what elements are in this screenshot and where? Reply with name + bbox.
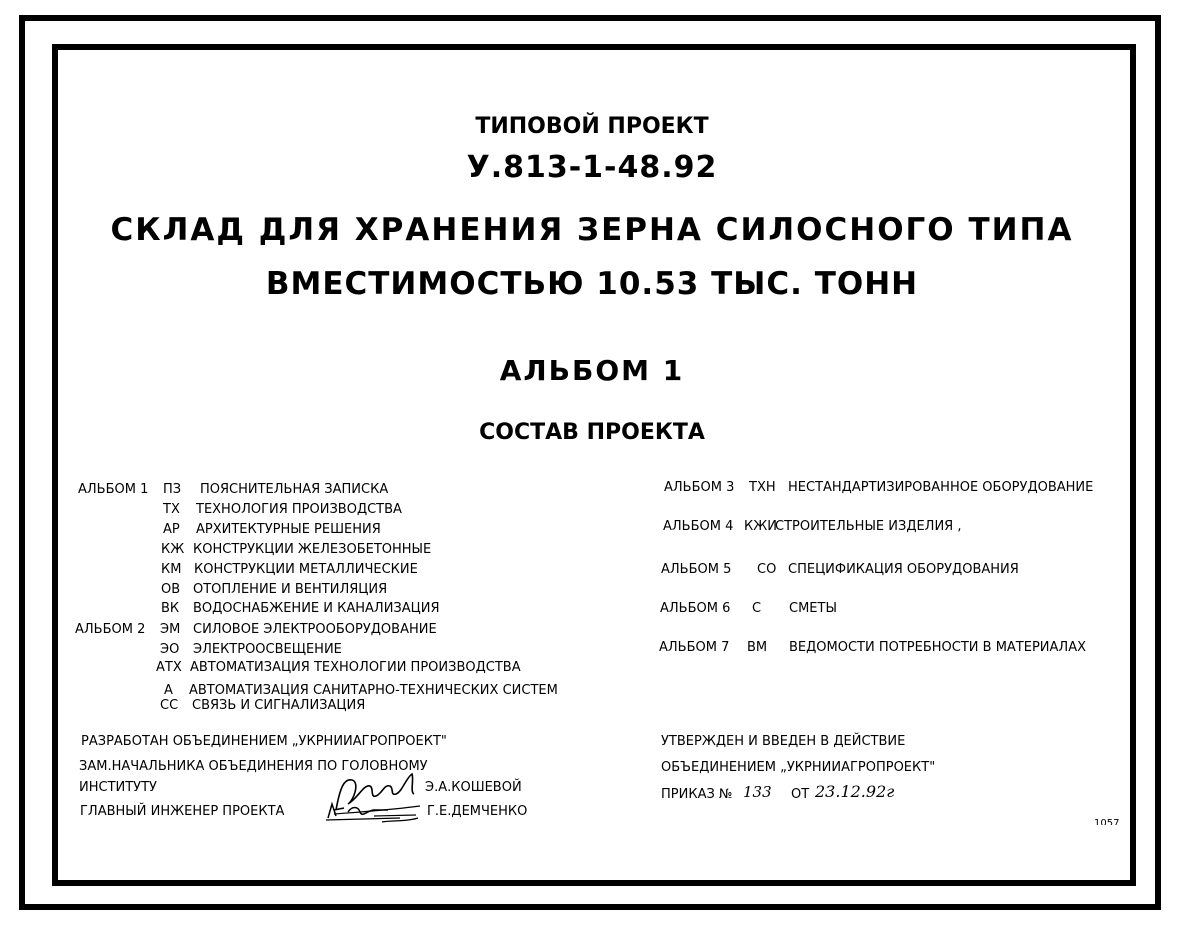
left-name: ЭЛЕКТРООСВЕЩЕНИЕ [193,642,342,657]
left-code: ТХ [163,502,180,517]
right-album-label: АЛЬБОМ 3 [664,480,735,495]
right-name: ВЕДОМОСТИ ПОТРЕБНОСТИ В МАТЕРИАЛАХ [789,640,1086,655]
album-heading: АЛЬБОМ 1 [499,354,685,387]
right-code: С [752,601,762,616]
left-code: ЭО [160,642,180,657]
left-album-label: АЛЬБОМ 1 [78,482,149,497]
sheet-number: 1057 [1094,818,1120,825]
left-code: КЖ [161,542,185,557]
order-from: ОТ [791,787,810,802]
chief-engineer-signature [322,796,422,826]
left-name: КОНСТРУКЦИИ МЕТАЛЛИЧЕСКИЕ [194,562,418,577]
left-name: ВОДОСНАБЖЕНИЕ И КАНАЛИЗАЦИЯ [193,601,440,616]
left-name: СВЯЗЬ И СИГНАЛИЗАЦИЯ [192,698,366,713]
right-code: ВМ [747,640,768,655]
project-code: У.813-1-48.92 [466,150,718,185]
left-name: АРХИТЕКТУРНЫЕ РЕШЕНИЯ [196,522,381,537]
order-date: 23.12.92г [815,782,895,801]
right-name: СТРОИТЕЛЬНЫЕ ИЗДЕЛИЯ , [775,519,962,534]
left-name: КОНСТРУКЦИИ ЖЕЛЕЗОБЕТОННЫЕ [193,542,432,557]
project-title-line-2: ВМЕСТИМОСТЬЮ 10.53 ТЫС. ТОНН [265,266,919,302]
left-code: ВК [161,601,180,616]
deputy-title-line-2: ИНСТИТУТУ [79,780,157,795]
chief-engineer-name: Г.Е.ДЕМЧЕНКО [427,804,528,819]
order-number: 133 [743,783,772,801]
left-name: ТЕХНОЛОГИЯ ПРОИЗВОДСТВА [196,502,402,517]
left-code: АТХ [156,660,182,675]
left-code: СС [160,698,179,713]
order-label: ПРИКАЗ № [661,787,733,802]
developed-by: РАЗРАБОТАН ОБЪЕДИНЕНИЕМ „УКРНИИАГРОПРОЕКТ" [81,734,447,749]
left-code: А [164,683,173,698]
approved-line-2: ОБЪЕДИНЕНИЕМ „УКРНИИАГРОПРОЕКТ" [661,760,936,775]
right-code: КЖИ [744,519,777,534]
left-name: АВТОМАТИЗАЦИЯ ТЕХНОЛОГИИ ПРОИЗВОДСТВА [190,660,521,675]
right-album-label: АЛЬБОМ 6 [660,601,731,616]
right-name: НЕСТАНДАРТИЗИРОВАННОЕ ОБОРУДОВАНИЕ [788,480,1094,495]
right-code: ТХН [749,480,776,495]
left-album-label: АЛЬБОМ 2 [75,622,146,637]
right-album-label: АЛЬБОМ 4 [663,519,734,534]
project-title-line-1: СКЛАД ДЛЯ ХРАНЕНИЯ ЗЕРНА СИЛОСНОГО ТИПА [110,212,1074,248]
right-code: СО [757,562,777,577]
right-album-label: АЛЬБОМ 5 [661,562,732,577]
composition-heading: СОСТАВ ПРОЕКТА [479,420,705,445]
right-name: СПЕЦИФИКАЦИЯ ОБОРУДОВАНИЯ [788,562,1019,577]
doc-type-heading: ТИПОВОЙ ПРОЕКТ [475,114,709,139]
deputy-title-line-1: ЗАМ.НАЧАЛЬНИКА ОБЪЕДИНЕНИЯ ПО ГОЛОВНОМУ [79,759,428,774]
left-code: АР [163,522,180,537]
left-code: ЭМ [160,622,181,637]
right-name: СМЕТЫ [789,601,837,616]
chief-engineer-title: ГЛАВНЫЙ ИНЖЕНЕР ПРОЕКТА [80,804,285,819]
left-name: ОТОПЛЕНИЕ И ВЕНТИЛЯЦИЯ [193,582,388,597]
left-code: КМ [161,562,182,577]
deputy-name: Э.А.КОШЕВОЙ [425,780,522,795]
left-name: АВТОМАТИЗАЦИЯ САНИТАРНО-ТЕХНИЧЕСКИХ СИСТЕМ [189,683,558,698]
approved-line-1: УТВЕРЖДЕН И ВВЕДЕН В ДЕЙСТВИЕ [661,734,906,749]
left-code: ПЗ [163,482,182,497]
left-name: ПОЯСНИТЕЛЬНАЯ ЗАПИСКА [200,482,389,497]
right-album-label: АЛЬБОМ 7 [659,640,730,655]
left-name: СИЛОВОЕ ЭЛЕКТРООБОРУДОВАНИЕ [193,622,437,637]
left-code: ОВ [161,582,181,597]
